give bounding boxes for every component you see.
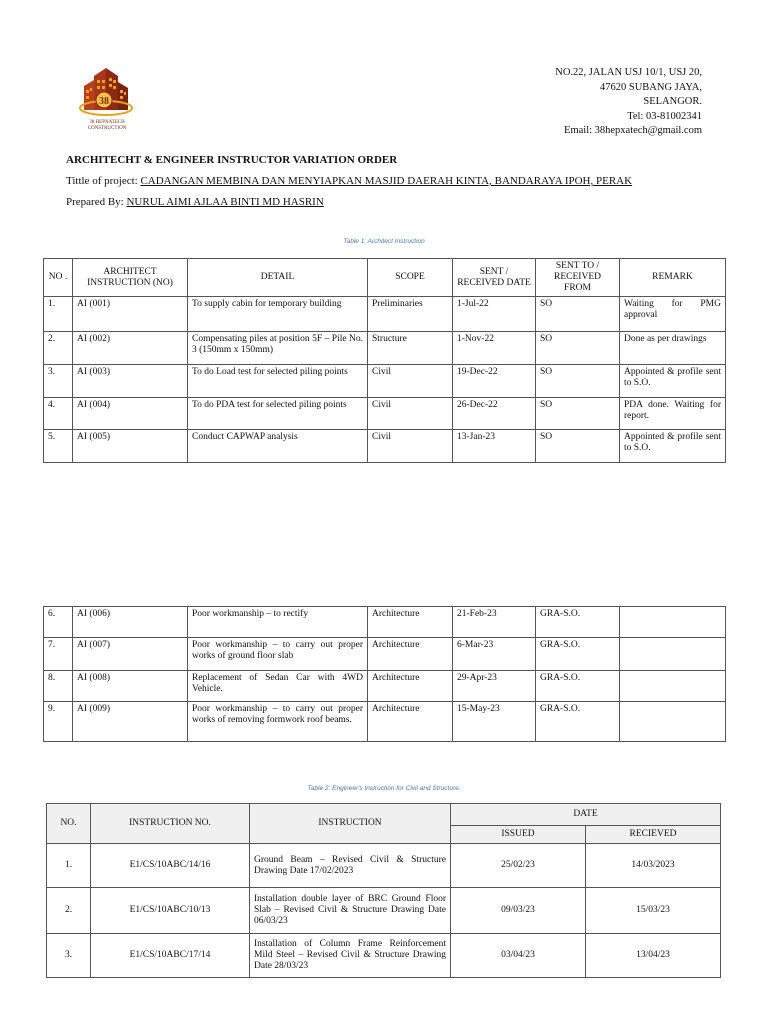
cell-remark: Appointed & profile sent to S.O.	[620, 430, 726, 463]
cell-instruction-no: AI (006)	[73, 607, 188, 638]
cell-instruction-no: AI (004)	[73, 398, 188, 430]
cell-date: 26-Dec-22	[453, 398, 536, 430]
cell-detail: Poor workmanship – to carry out proper works of removing formwork roof beams.	[188, 702, 368, 742]
cell-sent-to: GRA-S.O.	[536, 607, 620, 638]
cell-scope: Architecture	[368, 702, 453, 742]
cell-remark: Appointed & profile sent to S.O.	[620, 365, 726, 398]
email: Email: 38hepxatech@gmail.com	[564, 125, 702, 137]
logo-sub: CONSTRUCTION	[87, 126, 127, 131]
cell-detail: To do Load test for selected piling points	[188, 365, 368, 398]
table-row	[44, 332, 726, 365]
cell-sent-to: SO	[536, 398, 620, 430]
cell-instruction: Installation double layer of BRC Ground Floor Slab – Revised Civil & Structure Drawing Date 06/03/23	[250, 888, 451, 934]
cell-instruction-no: E1/CS/10ABC/14/16	[91, 844, 250, 888]
cell-no: 4.	[44, 398, 73, 430]
cell-instruction-no: AI (002)	[73, 332, 188, 365]
cell-date: 15-May-23	[453, 702, 536, 742]
cell-date: 1-Nov-22	[453, 332, 536, 365]
header-instruction-no: INSTRUCTION NO.	[91, 804, 250, 844]
cell-scope: Architecture	[368, 607, 453, 638]
project-value: CADANGAN MEMBINA DAN MENYIAPKAN MASJID DAERAH KINTA, BANDARAYA IPOH, PERAK	[140, 175, 633, 187]
cell-no: 5.	[44, 430, 73, 463]
document-title: ARCHITECHT & ENGINEER INSTRUCTOR VARIATION ORDER	[66, 154, 398, 166]
address-line: NO.22, JALAN USJ 10/1, USJ 20,	[555, 67, 702, 78]
table-row	[44, 365, 726, 398]
cell-remark: Waiting for PMG approval	[620, 297, 726, 332]
project-label: Tittle of project:	[66, 175, 138, 187]
cell-instruction-no: AI (008)	[73, 671, 188, 702]
cell-issued: 09/03/23	[451, 888, 586, 934]
table2-caption: Table 2: Engineer's Instruction for Civil and Structure.	[307, 785, 461, 792]
cell-scope: Civil	[368, 365, 453, 398]
table-row	[44, 297, 726, 332]
table1-caption: Table 1: Architect Instruction	[343, 238, 425, 245]
header-instruction: INSTRUCTION	[250, 804, 451, 844]
cell-remark	[620, 607, 726, 638]
cell-sent-to: GRA-S.O.	[536, 638, 620, 671]
cell-no: 2.	[44, 332, 73, 365]
prepared-label: Prepared By:	[66, 196, 124, 208]
cell-scope: Civil	[368, 398, 453, 430]
engineer-instruction-table	[46, 803, 721, 978]
cell-no: 1.	[47, 844, 91, 888]
header-no: NO.	[47, 804, 91, 844]
cell-remark	[620, 671, 726, 702]
cell-scope: Preliminaries	[368, 297, 453, 332]
svg-text:38: 38	[99, 96, 109, 107]
cell-detail: Replacement of Sedan Car with 4WD Vehicle.	[188, 671, 368, 702]
cell-no: 9.	[44, 702, 73, 742]
cell-instruction: Ground Beam – Revised Civil & Structure Drawing Date 17/02/2023	[250, 844, 451, 888]
cell-instruction-no: AI (003)	[73, 365, 188, 398]
logo-caption	[64, 120, 150, 132]
cell-remark	[620, 702, 726, 742]
table-row	[44, 430, 726, 463]
table-row	[44, 638, 726, 671]
cell-no: 6.	[44, 607, 73, 638]
cell-no: 8.	[44, 671, 73, 702]
cell-scope: Architecture	[368, 638, 453, 671]
cell-no: 2.	[47, 888, 91, 934]
cell-no: 3.	[44, 365, 73, 398]
header-issued: ISSUED	[451, 826, 586, 844]
table-row	[44, 398, 726, 430]
cell-detail: Compensating piles at position 5F – Pile No. 3 (150mm x 150mm)	[188, 332, 368, 365]
cell-detail: Poor workmanship – to rectify	[188, 607, 368, 638]
header-sent-to-received-from: SENT TO / RECEIVED FROM	[536, 259, 620, 297]
cell-instruction-no: AI (001)	[73, 297, 188, 332]
cell-scope: Structure	[368, 332, 453, 365]
cell-instruction-no: AI (005)	[73, 430, 188, 463]
cell-sent-to: SO	[536, 365, 620, 398]
cell-issued: 25/02/23	[451, 844, 586, 888]
cell-issued: 03/04/23	[451, 934, 586, 978]
cell-instruction-no: AI (007)	[73, 638, 188, 671]
table-row	[44, 671, 726, 702]
cell-date: 13-Jan-23	[453, 430, 536, 463]
header-date: DATE	[451, 804, 721, 826]
header-sent-received-date: SENT / RECEIVED DATE	[453, 259, 536, 297]
cell-received: 15/03/23	[586, 888, 721, 934]
building-logo-icon	[72, 66, 142, 122]
cell-remark: Done as per drawings	[620, 332, 726, 365]
cell-sent-to: GRA-S.O.	[536, 671, 620, 702]
architect-instruction-table	[43, 258, 726, 463]
cell-date: 21-Feb-23	[453, 607, 536, 638]
table-row	[44, 607, 726, 638]
table-row	[47, 934, 721, 978]
cell-detail: Poor workmanship – to carry out proper works of ground floor slab	[188, 638, 368, 671]
address-line: 47620 SUBANG JAYA,	[599, 81, 702, 93]
address-line: SELANGOR.	[643, 96, 702, 108]
cell-no: 1.	[44, 297, 73, 332]
header-scope: SCOPE	[368, 259, 453, 297]
cell-date: 6-Mar-23	[453, 638, 536, 671]
cell-sent-to: SO	[536, 297, 620, 332]
logo-name: 38 HEPXATECH	[89, 120, 125, 125]
cell-date: 1-Jul-22	[453, 297, 536, 332]
cell-no: 7.	[44, 638, 73, 671]
cell-scope: Civil	[368, 430, 453, 463]
cell-instruction-no: AI (009)	[73, 702, 188, 742]
cell-instruction-no: E1/CS/10ABC/17/14	[91, 934, 250, 978]
header-detail: DETAIL	[188, 259, 368, 297]
header-no: NO .	[44, 259, 73, 297]
cell-received: 14/03/2023	[586, 844, 721, 888]
cell-scope: Architecture	[368, 671, 453, 702]
company-address	[555, 66, 702, 139]
cell-received: 13/04/23	[586, 934, 721, 978]
cell-instruction: Installation of Column Frame Reinforcement Mild Steel – Revised Civil & Structure Drawing Date 28/03/23	[250, 934, 451, 978]
cell-sent-to: SO	[536, 430, 620, 463]
cell-detail: To do PDA test for selected piling points	[188, 398, 368, 430]
prepared-by-line	[66, 196, 324, 208]
cell-detail: Conduct CAPWAP analysis	[188, 430, 368, 463]
table-row	[47, 888, 721, 934]
header-remark: REMARK	[620, 259, 726, 297]
header-received: RECIEVED	[586, 826, 721, 844]
cell-instruction-no: E1/CS/10ABC/10/13	[91, 888, 250, 934]
cell-sent-to: GRA-S.O.	[536, 702, 620, 742]
header-architect-instruction: ARCHITECT INSTRUCTION (NO)	[73, 259, 188, 297]
table-row	[47, 844, 721, 888]
project-title-line	[66, 175, 632, 187]
architect-instruction-table-continued	[43, 606, 726, 742]
cell-sent-to: SO	[536, 332, 620, 365]
cell-no: 3.	[47, 934, 91, 978]
telephone: Tel: 03-81002341	[627, 110, 702, 122]
cell-detail: To supply cabin for temporary building	[188, 297, 368, 332]
table-row	[44, 702, 726, 742]
cell-date: 29-Apr-23	[453, 671, 536, 702]
cell-remark	[620, 638, 726, 671]
prepared-value: NURUL AIMI AJLAA BINTI MD HASRIN	[126, 196, 324, 208]
cell-remark: PDA done. Waiting for report.	[620, 398, 726, 430]
cell-date: 19-Dec-22	[453, 365, 536, 398]
